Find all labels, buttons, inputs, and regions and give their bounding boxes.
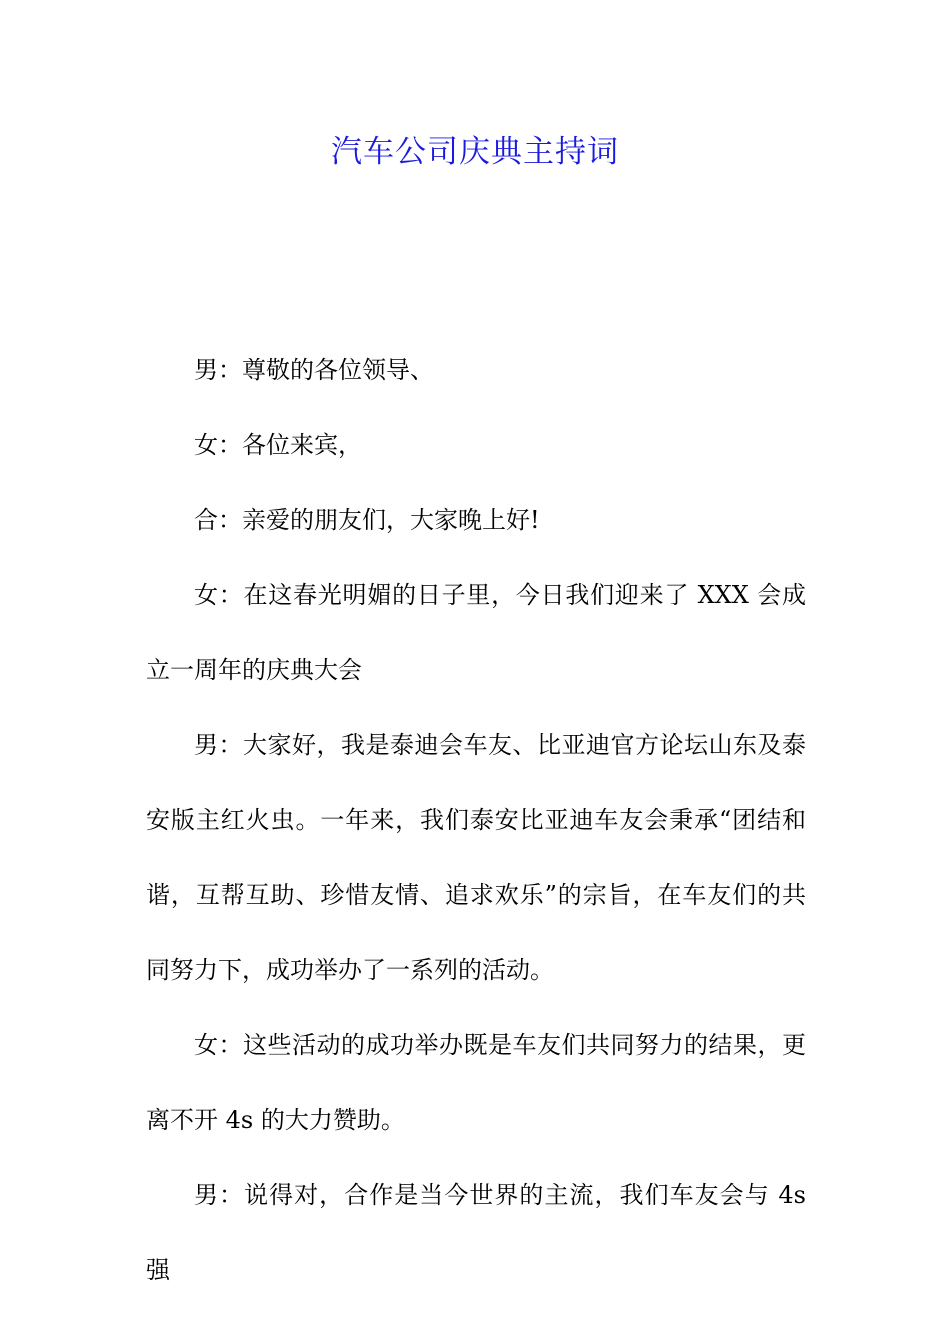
paragraph-male-greeting: 男：尊敬的各位领导、: [194, 356, 434, 384]
paragraph-male-introduction: 男：大家好，我是泰迪会车友、比亚迪官方论坛山东及泰安版主红火虫。一年来，我们泰安比亚迪车友会秉承“团结和谐，互帮互助、珍惜友情、追求欢乐”的宗旨，在车友们的共同努力下，成功举办了一系列的活动。: [146, 731, 806, 984]
document-title: 汽车公司庆典主持词: [331, 134, 619, 170]
paragraph-female-sponsorship: 女：这些活动的成功举办既是车友们共同努力的结果，更离不开 4s 的大力赞助。: [146, 1031, 806, 1134]
paragraph-together-greeting: 合：亲爱的朋友们，大家晚上好!: [194, 506, 540, 534]
paragraph-male-cooperation: 男：说得对，合作是当今世界的主流，我们车友会与 4s 强: [146, 1181, 806, 1284]
document-body: [146, 333, 806, 1308]
paragraph-female-anniversary: 女：在这春光明媚的日子里，今日我们迎来了 XXX 会成立一周年的庆典大会: [146, 581, 806, 684]
paragraph-female-guests: 女：各位来宾，: [194, 431, 362, 459]
